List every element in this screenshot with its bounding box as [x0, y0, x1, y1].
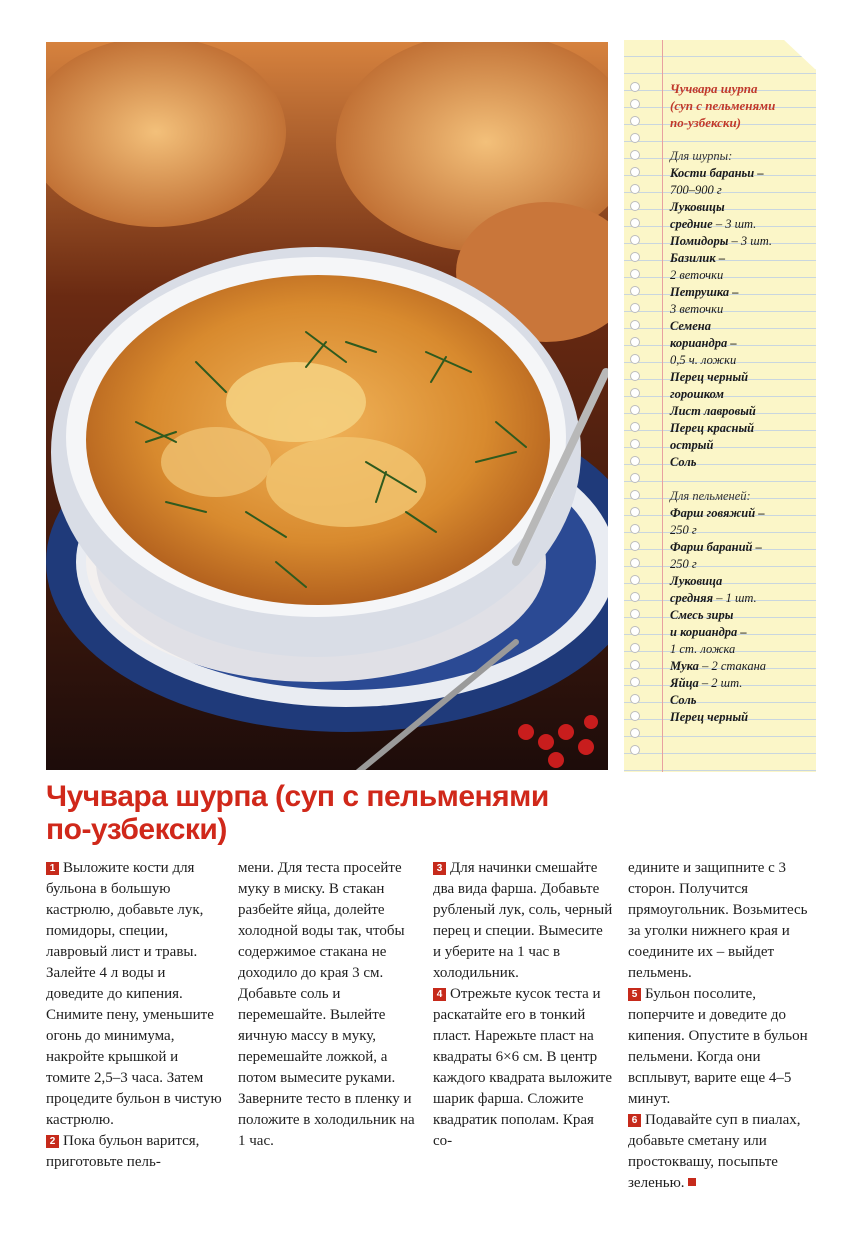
ingredient-name: горошком	[670, 387, 724, 401]
binding-hole	[630, 150, 640, 160]
binding-hole	[630, 133, 640, 143]
binding-hole	[630, 456, 640, 466]
ingredient-line	[670, 403, 810, 420]
ingredient-line	[670, 301, 810, 318]
dumpling-section-label: Для пельменей:	[670, 489, 751, 503]
binding-hole	[630, 524, 640, 534]
ingredient-line	[670, 641, 810, 658]
ingredient-name: кориандра –	[670, 336, 737, 350]
ingredient-name: средняя	[670, 591, 714, 605]
step-number-badge: 1	[46, 862, 59, 875]
binding-hole	[630, 507, 640, 517]
binding-hole	[630, 745, 640, 755]
ingredient-name: Смесь зиры	[670, 608, 734, 622]
ingredient-line	[670, 675, 810, 692]
ingredient-name: Помидоры	[670, 234, 729, 248]
ingredient-name: Кости бараньи –	[670, 166, 764, 180]
soup-photo	[46, 42, 608, 770]
binding-hole	[630, 626, 640, 636]
step-4-text: Отрежьте кусок теста и раскатайте его в тонкий пласт. Нарежьте пласт на квадраты 6×6 см. В центр каждого квадрата выложите шарик фарша. Сложите квадратик пополам. Края со-	[433, 986, 612, 1149]
ingredient-amount: 250 г	[670, 523, 697, 537]
ingredient-name: Базилик –	[670, 251, 726, 265]
binding-hole	[630, 303, 640, 313]
binding-hole	[630, 371, 640, 381]
binding-hole	[630, 99, 640, 109]
ingredient-name: Перец черный	[670, 710, 749, 724]
binding-hole	[630, 252, 640, 262]
ingredient-amount: – 2 стакана	[698, 659, 767, 673]
ingredient-name: Перец черный	[670, 370, 749, 384]
note-title-line: Чучвара шурпа	[670, 81, 758, 96]
article-title	[46, 780, 646, 846]
binding-hole	[630, 711, 640, 721]
ingredient-name: Яйца	[670, 676, 699, 690]
ingredient-line	[670, 335, 810, 352]
note-content	[670, 80, 810, 726]
text-column-3	[433, 858, 613, 1152]
ingredient-line	[670, 420, 810, 437]
ingredient-line	[670, 505, 810, 522]
ingredient-amount: – 3 шт.	[712, 217, 757, 231]
step-number-badge: 6	[628, 1114, 641, 1127]
step-4	[433, 984, 613, 1152]
step-2-text: Пока бульон варится, приготовьте пель-	[46, 1133, 200, 1170]
ingredient-amount: 3 веточки	[670, 302, 724, 316]
ingredients-note	[624, 40, 816, 772]
ingredient-line	[670, 437, 810, 454]
ingredient-name: средние	[670, 217, 713, 231]
binding-hole	[630, 677, 640, 687]
ingredient-amount: – 1 шт.	[713, 591, 757, 605]
step-2-continued: мени. Для теста просейте муку в миску. В стакан разбейте яйца, долейте холодной воды так, чтобы содержимое стакана не доходило до края 3 см. Добавьте соль и перемешайте. Вылейте яичную массу в муку, перемешайте ложкой, а потом вымесите руками. Заверните тесто в пленку и положите в холодильник на 1 час.	[238, 860, 415, 1149]
ingredient-line	[670, 539, 810, 556]
step-3	[433, 858, 613, 984]
ingredient-line	[670, 199, 810, 216]
binding-hole	[630, 490, 640, 500]
binding-hole	[630, 643, 640, 653]
text-column-4	[628, 858, 808, 1194]
ingredient-name: Соль	[670, 693, 697, 707]
note-title	[670, 80, 810, 131]
binding-hole	[630, 354, 640, 364]
step-3-text: Для начинки смешайте два вида фарша. Добавьте рубленый лук, соль, черный перец и специи. Вымесите и уберите на 1 час в холодильник.	[433, 860, 613, 981]
ingredient-line	[670, 369, 810, 386]
binding-hole	[630, 201, 640, 211]
ingredient-line	[670, 352, 810, 369]
step-number-badge: 5	[628, 988, 641, 1001]
ingredient-name: Луковица	[670, 574, 723, 588]
article-title-line: по-узбекски)	[46, 813, 227, 846]
note-binding-holes	[630, 82, 644, 772]
ingredient-amount: 700–900 г	[670, 183, 722, 197]
step-6-text: Подавайте суп в пиалах, добавьте сметану или простоквашу, посыпьте зеленью.	[628, 1112, 801, 1191]
binding-hole	[630, 269, 640, 279]
ingredient-line	[670, 233, 810, 250]
ingredient-amount: – 3 шт.	[728, 234, 773, 248]
ingredient-name: Мука	[670, 659, 699, 673]
binding-hole	[630, 473, 640, 483]
ingredient-amount: 0,5 ч. ложки	[670, 353, 737, 367]
step-number-badge: 3	[433, 862, 446, 875]
binding-hole	[630, 320, 640, 330]
binding-hole	[630, 337, 640, 347]
binding-hole	[630, 728, 640, 738]
step-number-badge: 2	[46, 1135, 59, 1148]
text-column-2	[238, 858, 418, 1152]
binding-hole	[630, 422, 640, 432]
dumpling-ingredients-list	[670, 505, 810, 726]
ingredient-line	[670, 590, 810, 607]
binding-hole	[630, 558, 640, 568]
note-title-line: по-узбекски)	[670, 115, 741, 130]
ingredient-amount: 1 ст. ложка	[670, 642, 736, 656]
ingredient-name: Перец красный	[670, 421, 755, 435]
step-4-continued: едините и защипните с 3 сторон. Получится прямоугольник. Возьмитесь за уголки нижнего края и соедините их – выйдет пельмень.	[628, 860, 808, 981]
ingredient-name: Лист лавровый	[670, 404, 756, 418]
ingredient-amount: 2 веточки	[670, 268, 724, 282]
end-mark-icon	[688, 1178, 696, 1186]
soup-section-label: Для шурпы:	[670, 149, 733, 163]
binding-hole	[630, 286, 640, 296]
ingredient-line	[670, 692, 810, 709]
ingredient-line	[670, 556, 810, 573]
ingredient-line	[670, 624, 810, 641]
ingredient-line	[670, 216, 810, 233]
step-5-text: Бульон посолите, поперчите и доведите до кипения. Опустите в бульон пельмени. Когда они всплывут, варите еще 4–5 минут.	[628, 986, 808, 1107]
binding-hole	[630, 388, 640, 398]
note-margin-line	[662, 40, 663, 772]
note-title-line: (суп с пельменями	[670, 98, 776, 113]
binding-hole	[630, 184, 640, 194]
binding-hole	[630, 218, 640, 228]
ingredient-line	[670, 318, 810, 335]
ingredient-line	[670, 607, 810, 624]
step-5	[628, 984, 808, 1110]
ingredient-name: Фарш бараний –	[670, 540, 762, 554]
ingredient-amount: – 2 шт.	[698, 676, 743, 690]
ingredient-name: Петрушка –	[670, 285, 739, 299]
binding-hole	[630, 405, 640, 415]
binding-hole	[630, 82, 640, 92]
binding-hole	[630, 660, 640, 670]
ingredient-name: Семена	[670, 319, 711, 333]
binding-hole	[630, 575, 640, 585]
ingredient-line	[670, 182, 810, 199]
ingredient-line	[670, 454, 810, 471]
ingredient-name: Соль	[670, 455, 697, 469]
soup-ingredients-list	[670, 165, 810, 471]
ingredient-name: острый	[670, 438, 714, 452]
text-column-1	[46, 858, 226, 1173]
binding-hole	[630, 609, 640, 619]
binding-hole	[630, 694, 640, 704]
ingredient-line	[670, 658, 810, 675]
binding-hole	[630, 541, 640, 551]
ingredient-line	[670, 284, 810, 301]
binding-hole	[630, 439, 640, 449]
binding-hole	[630, 167, 640, 177]
ingredient-line	[670, 165, 810, 182]
ingredient-line	[670, 522, 810, 539]
ingredient-amount: 250 г	[670, 557, 697, 571]
ingredient-line	[670, 267, 810, 284]
step-1-text: Выложите кости для бульона в большую кастрюлю, добавьте лук, помидоры, специи, лавровый лист и травы. Залейте 4 л воды и доведите до кипения. Снимите пену, уменьшите огонь до минимума, накройте крышкой и томите 2,5–3 часа. Затем процедите бульон в чистую кастрюлю.	[46, 860, 222, 1128]
ingredient-name: и кориандра –	[670, 625, 747, 639]
ingredient-line	[670, 386, 810, 403]
ingredient-name: Фарш говяжий –	[670, 506, 765, 520]
step-1	[46, 858, 226, 1131]
step-number-badge: 4	[433, 988, 446, 1001]
binding-hole	[630, 235, 640, 245]
step-2	[46, 1131, 226, 1173]
ingredient-line	[670, 709, 810, 726]
step-6	[628, 1110, 808, 1194]
ingredient-line	[670, 573, 810, 590]
binding-hole	[630, 592, 640, 602]
article-title-line: Чучвара шурпа (суп с пельменями	[46, 780, 549, 813]
ingredient-line	[670, 250, 810, 267]
ingredient-name: Луковицы	[670, 200, 725, 214]
binding-hole	[630, 116, 640, 126]
